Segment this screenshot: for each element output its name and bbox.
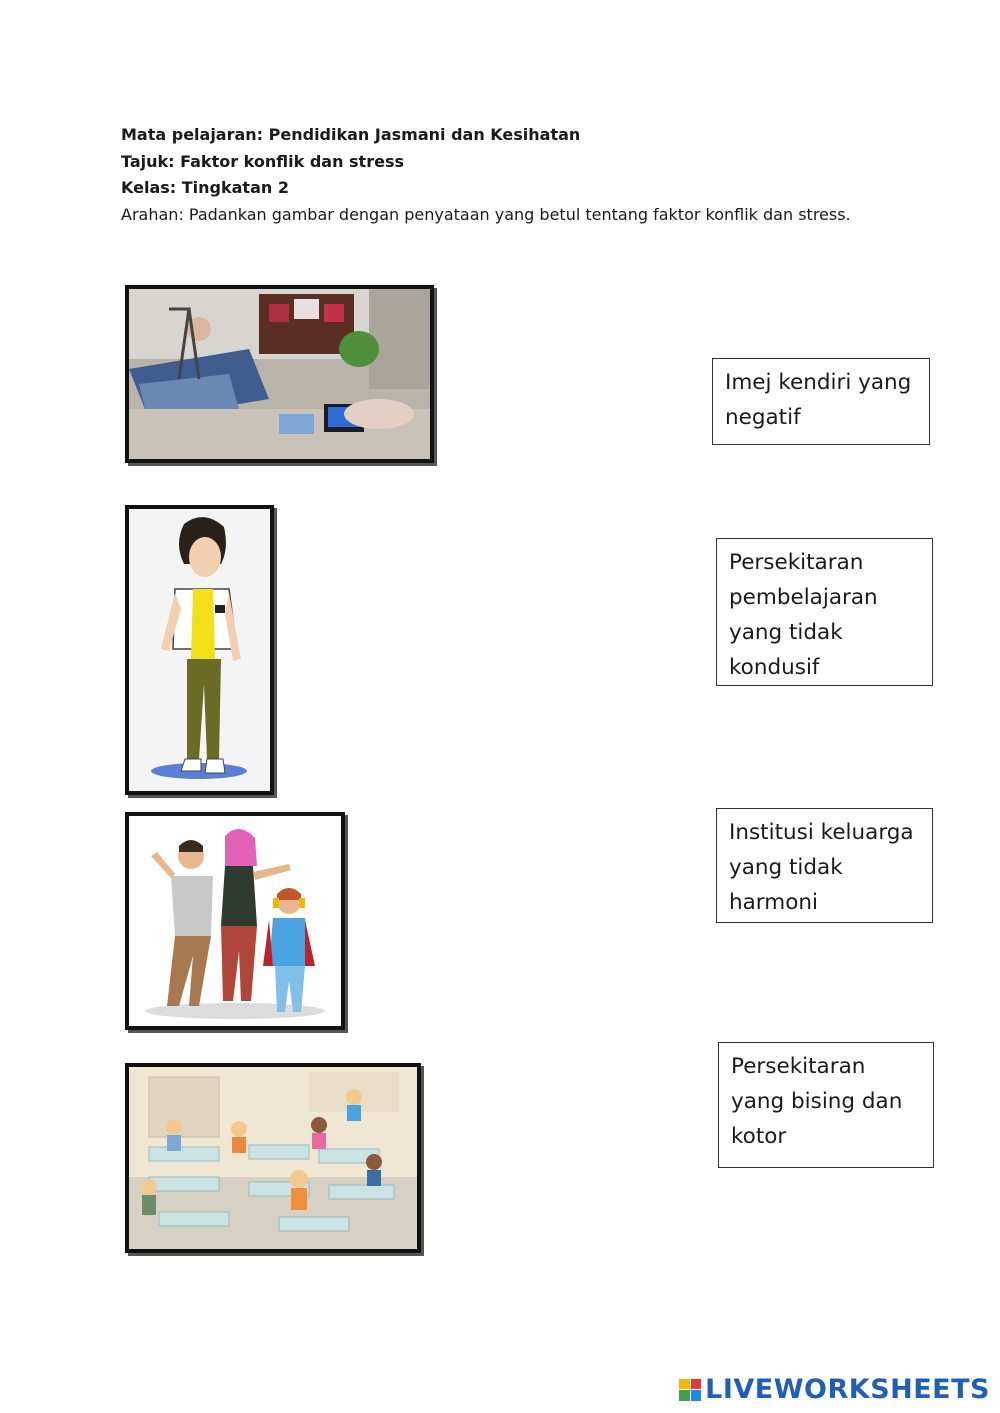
- arguing-family-illustration[interactable]: [125, 812, 345, 1030]
- statement-2-line-3: yang tidak: [729, 620, 843, 645]
- statement-2-line-2: pembelajaran: [729, 585, 878, 610]
- instruction-line: Arahan: Padankan gambar dengan penyataan yang betul tentang faktor konflik dan stress.: [121, 204, 851, 224]
- statement-3-line-1: Institusi keluarga: [729, 820, 914, 845]
- class-line: Kelas: Tingkatan 2: [121, 178, 289, 197]
- liveworksheets-logo-icon: [679, 1379, 701, 1401]
- statement-1-line-2: negatif: [725, 405, 801, 430]
- statement-box-4[interactable]: [718, 1042, 934, 1168]
- statement-3-line-3: harmoni: [729, 890, 818, 915]
- statement-4-line-2: yang bising dan: [731, 1089, 903, 1114]
- statement-3-line-2: yang tidak: [729, 855, 843, 880]
- messy-room-photo[interactable]: [125, 285, 434, 463]
- liveworksheets-logo: [679, 1374, 990, 1405]
- noisy-classroom-illustration[interactable]: [125, 1063, 421, 1253]
- statement-box-3[interactable]: [716, 808, 933, 923]
- statement-box-2[interactable]: [716, 538, 933, 686]
- statement-4-line-3: kotor: [731, 1124, 787, 1149]
- liveworksheets-brand-text: LIVEWORKSHEETS: [705, 1374, 990, 1405]
- topic-line: Tajuk: Faktor konflik dan stress: [121, 151, 404, 171]
- statement-4-line-1: Persekitaran: [731, 1054, 866, 1079]
- statement-2-line-1: Persekitaran: [729, 550, 864, 575]
- statement-2-line-4: kondusif: [729, 655, 820, 680]
- worksheet-header: [121, 122, 851, 228]
- statement-1-line-1: Imej kendiri yang: [725, 370, 912, 395]
- boy-illustration[interactable]: [125, 505, 274, 795]
- subject-line: Mata pelajaran: Pendidikan Jasmani dan Kesihatan: [121, 125, 581, 144]
- statement-box-1[interactable]: [712, 358, 930, 445]
